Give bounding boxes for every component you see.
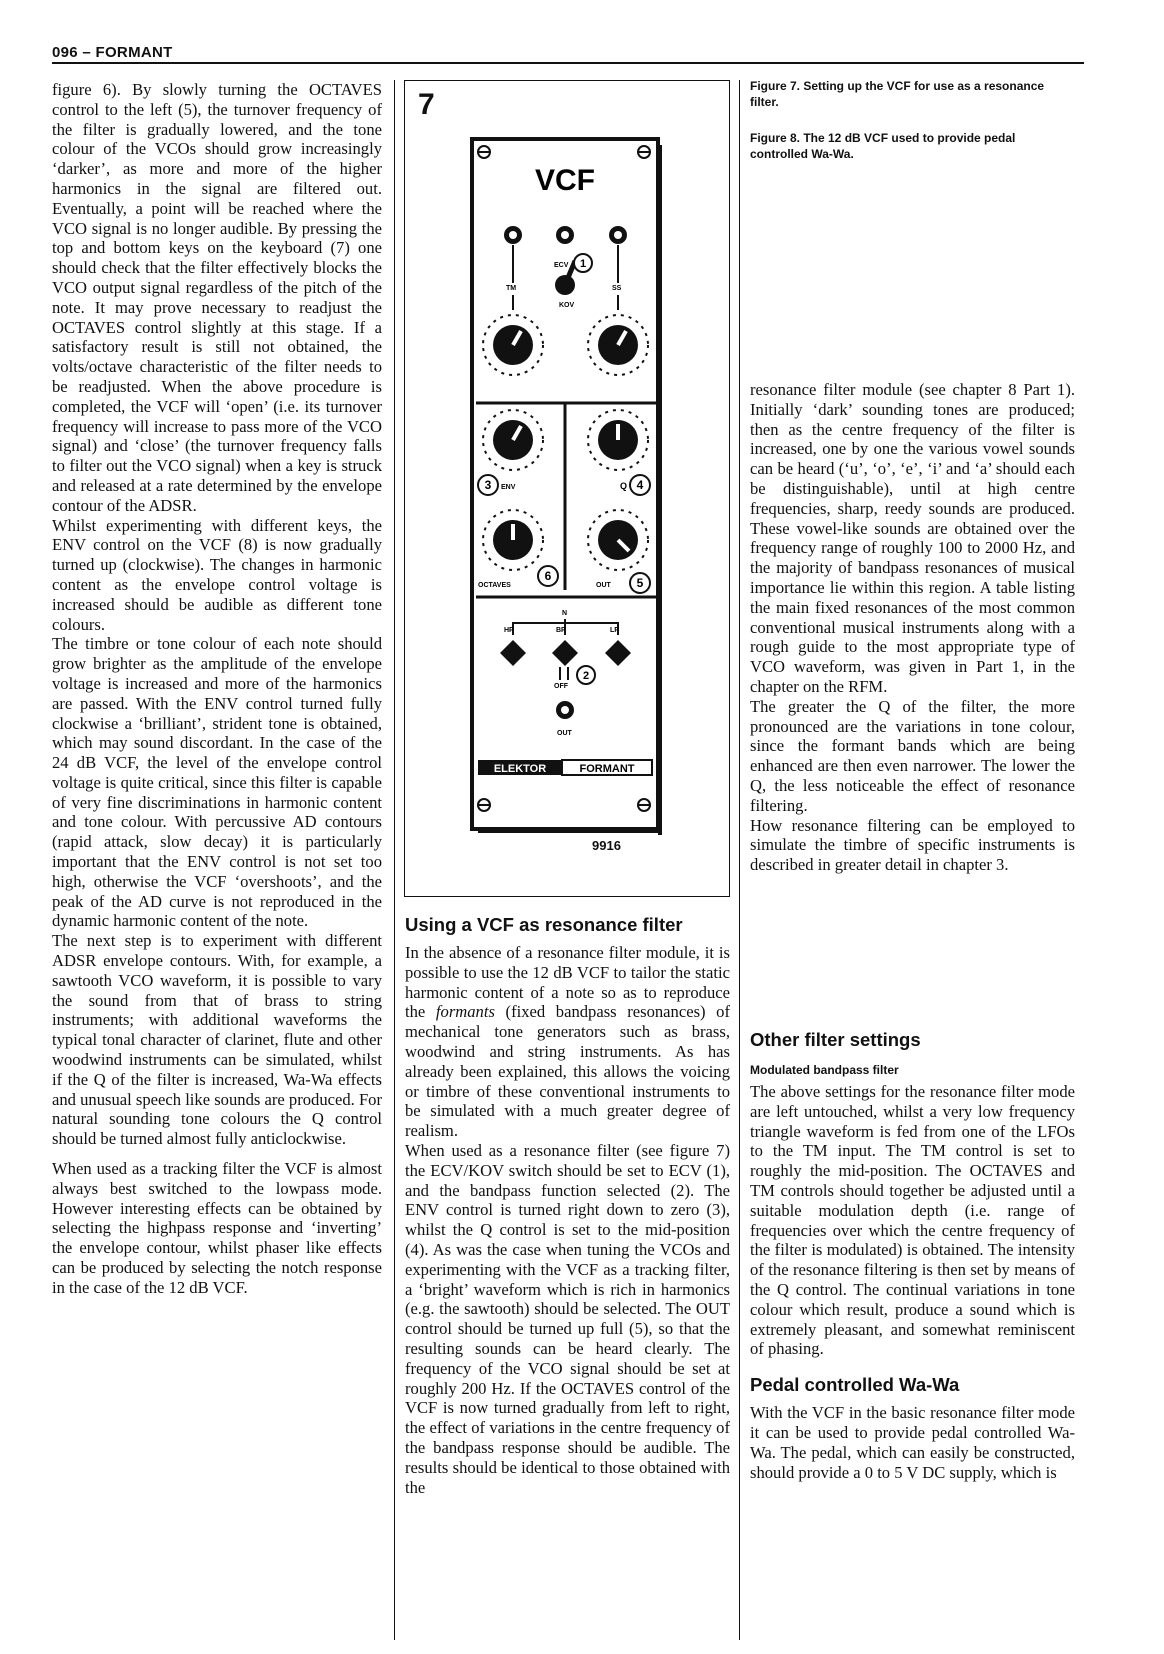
- paragraph: Whilst experimenting with different keys, the ENV control on the VCF (8) is now gradually turned up (clockwise). The changes in harmonic content as the envelope control voltage is increased should be audible as different tone colours.: [52, 515, 382, 634]
- svg-text:4: 4: [636, 478, 644, 492]
- brand-formant: FORMANT: [579, 763, 635, 775]
- paragraph: resonance filter module (see chapter 8 Part 1). Initially ‘dark’ sounding tones are produced; then as the centre frequency of the filter is increased, one by one the various vowel sounds can be heard (‘u’, ‘o’, ‘e’, ‘i’ and ‘a’ should each be distinguishable), until at high centre frequencies, sharp, reedy sounds are produced. These vowel-like sounds are obtained over the frequency range of roughly 100 to 2000 Hz, and the majority of bandpass resonances of musical importance lie within this region. A table listing the main fixed resonances of the most common conventional musical instruments along with a rough guide to the most appropriate type of VCO waveform, was given in Part 1, in the chapter on the RFM.: [750, 380, 1075, 696]
- panel-title: VCF: [535, 164, 595, 197]
- svg-text:1: 1: [579, 258, 587, 270]
- callout-6: [538, 566, 558, 586]
- knob-icon: [483, 315, 543, 375]
- label-octaves: OCTAVES: [478, 582, 511, 589]
- env-knob-icon: [483, 410, 543, 470]
- mode-jack-icon: [500, 640, 526, 666]
- output-jack-icon: [556, 701, 574, 719]
- label-ss: SS: [612, 285, 622, 292]
- paragraph: With the VCF in the basic resonance filter mode it can be used to provide pedal controlled Wa-Wa. The pedal, which can easily be constructed, should provide a 0 to 5 V DC supply, which is: [750, 1403, 1075, 1482]
- jack-icon: [609, 226, 627, 244]
- q-knob-icon: [588, 410, 648, 470]
- label-lp: LP: [610, 627, 619, 634]
- caption-figure-7: Figure 7. Setting up the VCF for use as a resonance filter.: [750, 79, 1045, 109]
- section-heading: Pedal controlled Wa-Wa: [750, 1374, 960, 1396]
- caption-figure-8: Figure 8. The 12 dB VCF used to provide pedal controlled Wa-Wa.: [750, 131, 1016, 161]
- screw-icon: [478, 146, 490, 158]
- label-env: ENV: [501, 484, 516, 491]
- label-ecv: ECV: [554, 262, 569, 269]
- label-out-jack: OUT: [557, 730, 572, 737]
- column-divider-left: [394, 80, 395, 1640]
- section-heading: Using a VCF as resonance filter: [405, 914, 683, 935]
- page-header: 096 – FORMANT: [52, 44, 173, 61]
- jack-icon: [504, 226, 522, 244]
- svg-text:2: 2: [582, 670, 590, 682]
- column-divider-right: [739, 80, 740, 1640]
- callout-4: [630, 475, 650, 495]
- column-1: [52, 80, 382, 1298]
- screw-icon: [638, 146, 650, 158]
- label-hp: HP: [504, 627, 514, 634]
- label-bp: BP: [556, 627, 566, 634]
- label-off: OFF: [554, 683, 568, 690]
- svg-text:6: 6: [544, 569, 552, 583]
- paragraph: The timbre or tone colour of each note should grow brighter as the amplitude of the envelope voltage is increased and more of the harmonics are passed. With the ENV control turned fully clockwise a ‘brilliant’, strident tone is obtained, which may sound discordant. In the case of the 24 dB VCF, the level of the envelope control voltage is quite critical, since this filter is capable of very fine discriminations in harmonic content and tone colour. With percussive AD contours (rapid attack, slow decay) it is particularly important that the ENV control is not set too high, otherwise the VCF ‘overshoots’, and the peak of the AD curve is not reproduced in the dynamic harmonic content of the note.: [52, 634, 382, 931]
- callout-1: [574, 254, 592, 272]
- paragraph: In the absence of a resonance filter module, it is possible to use the 12 dB VCF to tailor the static harmonic content of a note so as to reproduce the formants (fixed bandpass resonances) of mechanical tone generators such as brass, woodwind and string instruments. As has already been explained, this allows the voicing or timbre of these conventional instruments to be simulated with a much greater degree of realism.: [405, 943, 730, 1141]
- vcf-panel-drawing: [468, 135, 668, 835]
- paragraph: The above settings for the resonance filter mode are left untouched, whilst a very low frequency triangle waveform is fed from one of the LFOs to the TM input. The TM control is set to roughly the mid-position. The OCTAVES and TM controls should together be adjusted until a suitable modulation depth (i.e. range of frequencies over which the centre frequency of the filter is modulated) is obtained. The intensity of the resonance filtering is then set by means of the Q control. The continual variations in tone colour which result, produce a sound which is extremely pleasant, and somewhat reminiscent of phasing.: [750, 1082, 1075, 1359]
- label-out: OUT: [596, 582, 611, 589]
- subsection-heading: Modulated bandpass filter: [750, 1063, 899, 1077]
- brand-elektor: ELEKTOR: [493, 763, 547, 775]
- figure-number: 7: [418, 88, 435, 121]
- column-3-lower: [750, 1028, 1075, 1482]
- column-3: [750, 380, 1075, 875]
- knob-icon: [588, 315, 648, 375]
- paragraph: figure 6). By slowly turning the OCTAVES control to the left (5), the turnover frequency of the filter is gradually lowered, and the tone colour of the VCOs should grow increasingly ‘darker’, as more and more of the higher harmonics in the signal are filtered out. Eventually, a point will be reached where the VCO signal is no longer audible. By pressing the top and bottom keys on the keyboard (7) one should check that the filter effectively blocks the VCO output signal regardless of the pitch of the note. It may prove necessary to readjust the OCTAVES control slightly at this stage. If a satisfactory result is still not obtained, the volts/octave characteristic of the filter needs to be readjusted. When the above procedure is completed, the VCF will ‘open’ (i.e. its turnover frequency will increase to pass more of the VCO signal) and ‘close’ (the turnover frequency falls to filter out the VCO signal) when a key is struck and released at a rate determined by the envelope contour of the ADSR.: [52, 80, 382, 515]
- column-2: [405, 913, 730, 1497]
- paragraph: When used as a resonance filter (see figure 7) the ECV/KOV switch should be set to ECV (1), and the bandpass function selected (2). The ENV control is turned right down to zero (3), whilst the Q control is set to the mid-position (4). As was the case when tuning the VCOs and experimenting with the VCF as a tracking filter, a ‘bright’ waveform which is rich in harmonics (e.g. the sawtooth) should be selected. The OUT control should be turned up full (5), so that the resulting sounds can be heard clearly. The frequency of the VCO signal should be set at roughly 200 Hz. If the OCTAVES control of the VCF is now turned gradually from left to right, the effect of variations in the centre frequency of the bandpass response should be audible. The results should be identical to those obtained with the: [405, 1140, 730, 1497]
- callout-2: [577, 666, 595, 684]
- section-heading: Other filter settings: [750, 1029, 921, 1050]
- paragraph: The greater the Q of the filter, the more pronounced are the variations in tone colour, since the formant bands which are being enhanced are then even narrower. The lower the Q, the less noticeable the effect of resonance filtering.: [750, 696, 1075, 815]
- jack-icon: [556, 226, 574, 244]
- header-rule: [52, 62, 1084, 64]
- paragraph: The next step is to experiment with different ADSR envelope contours. With, for example, a sawtooth VCO waveform, it is possible to vary the sound from that of brass to string instruments; with additional waveforms the typical tonal character of clarinet, flute and other woodwind instruments can be simulated, whilst if the Q of the filter is increased, Wa-Wa effects and unusual speech like sounds are produced. For natural sounding tone colours the Q control should be turned almost fully anticlockwise.: [52, 931, 382, 1149]
- svg-text:3: 3: [484, 478, 492, 492]
- label-q: Q: [620, 481, 628, 491]
- paragraph: How resonance filtering can be employed to simulate the timbre of specific instruments is described in greater detail in chapter 3.: [750, 815, 1075, 875]
- screw-icon: [638, 799, 650, 811]
- label-kov: KOV: [559, 302, 575, 309]
- callout-5: [630, 573, 650, 593]
- callout-3: [478, 475, 498, 495]
- label-tm: TM: [506, 285, 517, 292]
- screw-icon: [478, 799, 490, 811]
- mode-jack-icon: [605, 640, 631, 666]
- svg-text:5: 5: [636, 576, 644, 590]
- out-knob-icon: [588, 510, 648, 570]
- paragraph: When used as a tracking filter the VCF is almost always best switched to the lowpass mode. However interesting effects can be obtained by selecting the highpass response and ‘inverting’ the envelope contour, whilst phaser like effects can be produced by selecting the notch response in the case of the 12 dB VCF.: [52, 1159, 382, 1297]
- mode-jack-icon: [552, 640, 578, 666]
- figure-code: 9916: [592, 838, 621, 853]
- label-n: N: [562, 610, 568, 617]
- octaves-knob-icon: [483, 510, 543, 570]
